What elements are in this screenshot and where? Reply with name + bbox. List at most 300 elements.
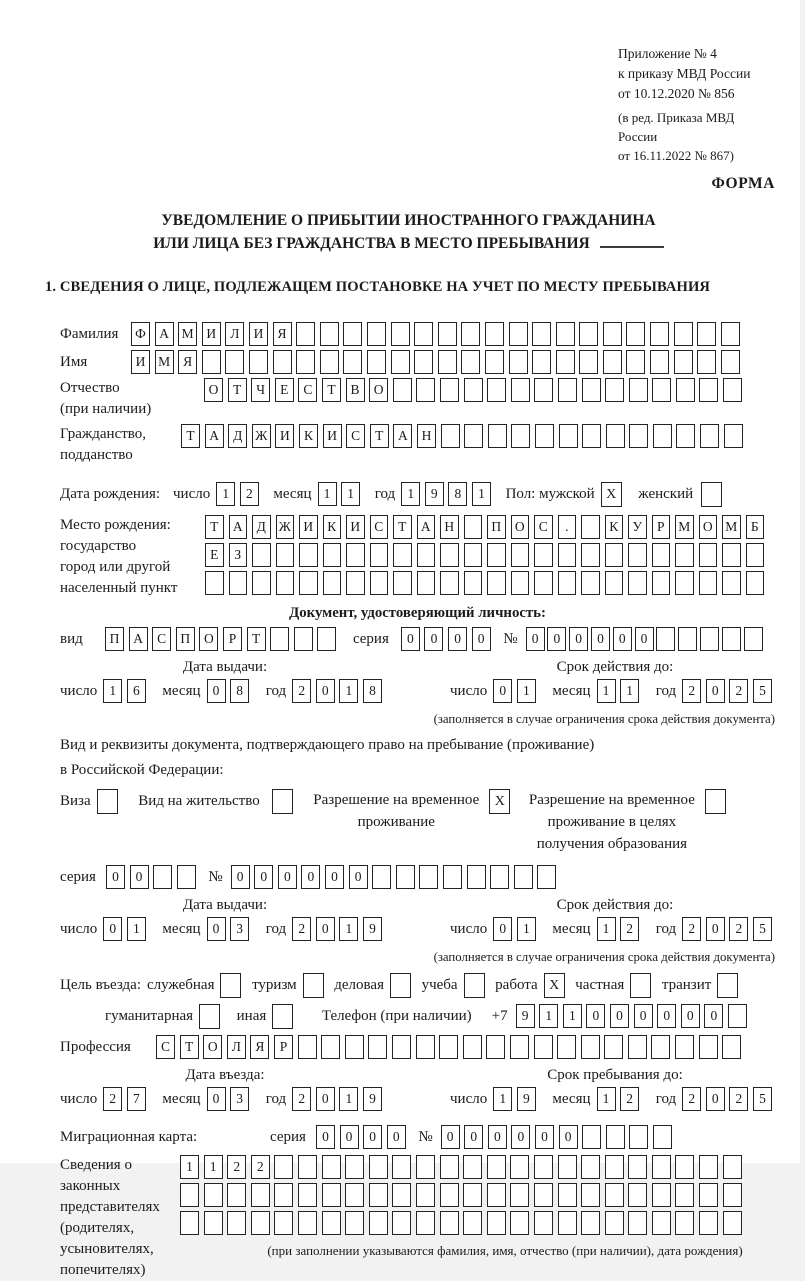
char-cell[interactable] [744,627,763,651]
char-cell[interactable] [438,322,457,346]
char-cell[interactable] [296,350,315,374]
char-cell[interactable]: С [370,515,389,539]
char-cell[interactable]: О [203,1035,222,1059]
char-cell[interactable]: 2 [729,917,748,941]
char-cell[interactable] [605,1155,624,1179]
char-cell[interactable] [461,322,480,346]
char-cell[interactable] [202,350,221,374]
char-cell[interactable]: Ч [251,378,270,402]
char-cell[interactable]: 0 [706,1087,725,1111]
char-cell[interactable] [180,1183,199,1207]
char-cell[interactable] [579,322,598,346]
char-cell[interactable] [294,627,313,651]
char-cell[interactable] [535,424,554,448]
char-cell[interactable] [699,1155,718,1179]
char-cell[interactable] [252,571,271,595]
migration-number-field[interactable] [441,1125,677,1149]
legal-reps-field-3[interactable] [180,1211,746,1235]
char-cell[interactable] [717,973,738,998]
char-cell[interactable]: 0 [103,917,122,941]
char-cell[interactable]: И [323,424,342,448]
char-cell[interactable] [652,543,671,567]
char-cell[interactable] [464,424,483,448]
char-cell[interactable]: Я [178,350,197,374]
char-cell[interactable] [299,543,318,567]
char-cell[interactable]: И [275,424,294,448]
char-cell[interactable] [441,424,460,448]
char-cell[interactable] [701,482,722,507]
char-cell[interactable]: 0 [349,865,368,889]
char-cell[interactable] [721,322,740,346]
char-cell[interactable] [723,1155,742,1179]
char-cell[interactable] [485,322,504,346]
legal-reps-field-1[interactable] [180,1155,746,1179]
doc-issue-year-field[interactable] [292,679,386,703]
char-cell[interactable] [298,1183,317,1207]
char-cell[interactable] [392,1211,411,1235]
char-cell[interactable] [276,543,295,567]
purpose-study-checkbox[interactable] [464,973,490,998]
purpose-transit-checkbox[interactable] [717,973,743,998]
char-cell[interactable]: 0 [493,679,512,703]
char-cell[interactable] [557,1035,576,1059]
char-cell[interactable] [699,543,718,567]
char-cell[interactable] [605,378,624,402]
char-cell[interactable] [488,424,507,448]
char-cell[interactable] [440,571,459,595]
char-cell[interactable]: 1 [597,917,616,941]
purpose-work-checkbox[interactable] [544,973,570,998]
char-cell[interactable] [510,1183,529,1207]
char-cell[interactable]: X [601,482,622,507]
char-cell[interactable]: 0 [569,627,588,651]
char-cell[interactable] [510,1155,529,1179]
char-cell[interactable] [556,322,575,346]
char-cell[interactable] [579,350,598,374]
char-cell[interactable] [558,378,577,402]
char-cell[interactable] [604,1035,623,1059]
patronymic-field[interactable] [204,378,747,402]
char-cell[interactable] [323,571,342,595]
char-cell[interactable]: О [369,378,388,402]
sex-male-checkbox[interactable] [601,482,627,507]
char-cell[interactable]: Т [393,515,412,539]
char-cell[interactable] [626,350,645,374]
char-cell[interactable]: С [346,424,365,448]
char-cell[interactable] [322,1211,341,1235]
char-cell[interactable]: 2 [103,1087,122,1111]
char-cell[interactable]: 3 [230,917,249,941]
char-cell[interactable] [656,627,675,651]
char-cell[interactable]: П [487,515,506,539]
char-cell[interactable] [675,571,694,595]
char-cell[interactable]: Т [205,515,224,539]
char-cell[interactable]: С [156,1035,175,1059]
char-cell[interactable] [722,1035,741,1059]
char-cell[interactable] [509,350,528,374]
char-cell[interactable]: 2 [729,679,748,703]
char-cell[interactable] [320,322,339,346]
char-cell[interactable] [581,1155,600,1179]
char-cell[interactable] [227,1211,246,1235]
char-cell[interactable] [393,571,412,595]
char-cell[interactable]: 2 [240,482,259,506]
char-cell[interactable] [416,1155,435,1179]
char-cell[interactable] [700,424,719,448]
purpose-private-checkbox[interactable] [630,973,656,998]
char-cell[interactable]: П [176,627,195,651]
char-cell[interactable] [605,543,624,567]
char-cell[interactable]: 2 [292,679,311,703]
char-cell[interactable] [225,350,244,374]
permit-valid-year-field[interactable] [682,917,776,941]
char-cell[interactable] [322,1183,341,1207]
char-cell[interactable] [510,1211,529,1235]
char-cell[interactable]: П [105,627,124,651]
char-cell[interactable] [463,1035,482,1059]
char-cell[interactable] [558,571,577,595]
char-cell[interactable]: 0 [316,679,335,703]
char-cell[interactable] [700,627,719,651]
birth-year-field[interactable] [401,482,495,506]
char-cell[interactable] [675,1211,694,1235]
char-cell[interactable]: С [152,627,171,651]
char-cell[interactable] [678,627,697,651]
char-cell[interactable] [721,350,740,374]
char-cell[interactable] [392,1183,411,1207]
char-cell[interactable]: 9 [363,1087,382,1111]
char-cell[interactable] [464,378,483,402]
doc-valid-year-field[interactable] [682,679,776,703]
permit-issue-day-field[interactable] [103,917,150,941]
char-cell[interactable] [582,378,601,402]
char-cell[interactable] [392,1035,411,1059]
char-cell[interactable] [722,543,741,567]
profession-field[interactable] [156,1035,746,1059]
char-cell[interactable]: 0 [493,917,512,941]
char-cell[interactable] [724,424,743,448]
char-cell[interactable]: 0 [207,679,226,703]
char-cell[interactable] [722,627,741,651]
char-cell[interactable] [582,424,601,448]
char-cell[interactable] [509,322,528,346]
char-cell[interactable] [368,1035,387,1059]
visa-checkbox[interactable] [97,789,123,814]
char-cell[interactable] [628,1035,647,1059]
char-cell[interactable] [298,1155,317,1179]
char-cell[interactable] [728,1004,747,1028]
char-cell[interactable] [303,973,324,998]
char-cell[interactable] [603,322,622,346]
char-cell[interactable] [419,865,438,889]
char-cell[interactable] [675,543,694,567]
char-cell[interactable]: 8 [448,482,467,506]
char-cell[interactable]: А [129,627,148,651]
char-cell[interactable] [177,865,196,889]
char-cell[interactable] [274,1155,293,1179]
entry-month-field[interactable] [207,1087,254,1111]
char-cell[interactable]: 0 [316,1125,335,1149]
char-cell[interactable]: 1 [127,917,146,941]
char-cell[interactable] [697,322,716,346]
char-cell[interactable] [249,350,268,374]
char-cell[interactable] [345,1035,364,1059]
char-cell[interactable]: Т [322,378,341,402]
citizenship-field[interactable] [181,424,747,448]
char-cell[interactable]: 1 [597,1087,616,1111]
char-cell[interactable]: Н [440,515,459,539]
char-cell[interactable] [343,322,362,346]
char-cell[interactable] [463,1183,482,1207]
char-cell[interactable]: С [534,515,553,539]
char-cell[interactable] [676,424,695,448]
purpose-other-checkbox[interactable] [272,1004,298,1029]
char-cell[interactable] [628,1155,647,1179]
char-cell[interactable]: 2 [292,1087,311,1111]
char-cell[interactable] [417,543,436,567]
char-cell[interactable] [272,789,293,814]
char-cell[interactable]: 0 [464,1125,483,1149]
char-cell[interactable] [270,627,289,651]
char-cell[interactable] [605,1211,624,1235]
char-cell[interactable]: 0 [441,1125,460,1149]
char-cell[interactable] [652,1155,671,1179]
char-cell[interactable] [372,865,391,889]
char-cell[interactable] [416,1211,435,1235]
char-cell[interactable] [485,350,504,374]
char-cell[interactable] [652,1183,671,1207]
char-cell[interactable] [439,1035,458,1059]
char-cell[interactable] [440,1183,459,1207]
char-cell[interactable] [558,543,577,567]
char-cell[interactable]: 1 [620,679,639,703]
char-cell[interactable] [628,1183,647,1207]
char-cell[interactable] [697,350,716,374]
char-cell[interactable]: 7 [127,1087,146,1111]
char-cell[interactable] [651,1035,670,1059]
char-cell[interactable] [650,350,669,374]
char-cell[interactable] [556,350,575,374]
char-cell[interactable] [204,1183,223,1207]
char-cell[interactable]: И [249,322,268,346]
char-cell[interactable] [699,571,718,595]
char-cell[interactable] [272,1004,293,1029]
char-cell[interactable] [487,571,506,595]
char-cell[interactable]: Т [370,424,389,448]
char-cell[interactable]: Т [228,378,247,402]
char-cell[interactable]: Т [247,627,266,651]
char-cell[interactable] [652,571,671,595]
char-cell[interactable] [296,322,315,346]
purpose-tourism-checkbox[interactable] [303,973,329,998]
char-cell[interactable] [558,1155,577,1179]
given-name-field[interactable] [131,350,744,374]
entry-year-field[interactable] [292,1087,386,1111]
char-cell[interactable]: 2 [682,679,701,703]
char-cell[interactable]: Ф [131,322,150,346]
char-cell[interactable] [252,543,271,567]
permit-issue-year-field[interactable] [292,917,386,941]
char-cell[interactable]: 8 [230,679,249,703]
char-cell[interactable] [463,1211,482,1235]
char-cell[interactable]: 1 [180,1155,199,1179]
char-cell[interactable] [369,1211,388,1235]
char-cell[interactable] [367,322,386,346]
char-cell[interactable] [323,543,342,567]
char-cell[interactable] [180,1211,199,1235]
char-cell[interactable]: 9 [425,482,444,506]
char-cell[interactable]: М [722,515,741,539]
char-cell[interactable] [511,378,530,402]
char-cell[interactable] [440,1155,459,1179]
char-cell[interactable]: 9 [516,1004,535,1028]
migration-series-field[interactable] [316,1125,410,1149]
char-cell[interactable] [345,1183,364,1207]
permit-series-field[interactable] [106,865,200,889]
char-cell[interactable] [390,973,411,998]
char-cell[interactable]: 0 [130,865,149,889]
char-cell[interactable] [345,1155,364,1179]
char-cell[interactable]: 9 [363,917,382,941]
char-cell[interactable]: А [205,424,224,448]
char-cell[interactable]: И [202,322,221,346]
char-cell[interactable]: 0 [278,865,297,889]
char-cell[interactable] [628,571,647,595]
char-cell[interactable] [652,1211,671,1235]
char-cell[interactable] [487,1211,506,1235]
char-cell[interactable]: Т [180,1035,199,1059]
char-cell[interactable]: А [155,322,174,346]
char-cell[interactable] [534,378,553,402]
surname-field[interactable] [131,322,744,346]
char-cell[interactable] [370,543,389,567]
char-cell[interactable] [396,865,415,889]
char-cell[interactable] [629,378,648,402]
char-cell[interactable]: 1 [472,482,491,506]
char-cell[interactable]: 0 [401,627,420,651]
doc-issue-month-field[interactable] [207,679,254,703]
birth-place-field-2[interactable] [205,543,769,567]
purpose-business-checkbox[interactable] [390,973,416,998]
char-cell[interactable] [440,1211,459,1235]
char-cell[interactable]: 0 [634,1004,653,1028]
temp-residence-edu-checkbox[interactable] [705,789,731,814]
entry-day-field[interactable] [103,1087,150,1111]
birth-place-field-3[interactable] [205,571,769,595]
char-cell[interactable] [534,1183,553,1207]
char-cell[interactable] [537,865,556,889]
char-cell[interactable] [391,350,410,374]
char-cell[interactable] [675,1183,694,1207]
char-cell[interactable]: Р [652,515,671,539]
char-cell[interactable] [273,350,292,374]
char-cell[interactable] [534,543,553,567]
char-cell[interactable] [581,1035,600,1059]
char-cell[interactable] [298,1211,317,1235]
char-cell[interactable]: Ж [276,515,295,539]
char-cell[interactable] [723,1183,742,1207]
char-cell[interactable] [675,1035,694,1059]
doc-issue-day-field[interactable] [103,679,150,703]
temp-residence-checkbox[interactable] [489,789,515,814]
char-cell[interactable]: 1 [103,679,122,703]
char-cell[interactable]: 0 [207,1087,226,1111]
char-cell[interactable]: 1 [216,482,235,506]
char-cell[interactable] [322,1155,341,1179]
char-cell[interactable] [603,350,622,374]
char-cell[interactable] [317,627,336,651]
doc-number-field[interactable] [526,627,766,651]
char-cell[interactable]: Т [181,424,200,448]
char-cell[interactable]: 0 [657,1004,676,1028]
char-cell[interactable]: 1 [517,917,536,941]
char-cell[interactable] [511,424,530,448]
char-cell[interactable] [464,571,483,595]
char-cell[interactable] [251,1211,270,1235]
char-cell[interactable] [581,543,600,567]
char-cell[interactable]: С [298,378,317,402]
char-cell[interactable] [605,1183,624,1207]
char-cell[interactable] [298,1035,317,1059]
char-cell[interactable] [629,424,648,448]
char-cell[interactable]: 1 [339,1087,358,1111]
char-cell[interactable]: К [323,515,342,539]
char-cell[interactable] [461,350,480,374]
char-cell[interactable] [440,543,459,567]
char-cell[interactable] [346,571,365,595]
permit-number-field[interactable] [231,865,561,889]
char-cell[interactable] [628,1211,647,1235]
char-cell[interactable] [345,1211,364,1235]
char-cell[interactable]: Е [275,378,294,402]
char-cell[interactable]: О [511,515,530,539]
char-cell[interactable] [626,322,645,346]
char-cell[interactable]: Я [273,322,292,346]
char-cell[interactable]: 8 [363,679,382,703]
sex-female-checkbox[interactable] [701,482,727,507]
char-cell[interactable] [486,1035,505,1059]
char-cell[interactable] [369,1183,388,1207]
char-cell[interactable] [581,515,600,539]
char-cell[interactable]: 0 [387,1125,406,1149]
char-cell[interactable]: 0 [231,865,250,889]
char-cell[interactable]: 1 [493,1087,512,1111]
char-cell[interactable] [582,1125,601,1149]
char-cell[interactable]: 2 [251,1155,270,1179]
char-cell[interactable]: 0 [325,865,344,889]
char-cell[interactable] [629,1125,648,1149]
char-cell[interactable]: X [544,973,565,998]
char-cell[interactable] [514,865,533,889]
doc-series-field[interactable] [401,627,495,651]
char-cell[interactable] [628,543,647,567]
stay-day-field[interactable] [493,1087,540,1111]
char-cell[interactable]: 0 [363,1125,382,1149]
purpose-official-checkbox[interactable] [220,973,246,998]
char-cell[interactable]: 0 [207,917,226,941]
char-cell[interactable] [414,350,433,374]
doc-kind-field[interactable] [105,627,341,651]
char-cell[interactable]: 1 [339,679,358,703]
char-cell[interactable]: З [229,543,248,567]
residence-permit-checkbox[interactable] [272,789,298,814]
char-cell[interactable] [653,424,672,448]
permit-valid-day-field[interactable] [493,917,540,941]
char-cell[interactable]: 0 [488,1125,507,1149]
char-cell[interactable]: Б [746,515,765,539]
char-cell[interactable] [464,973,485,998]
char-cell[interactable] [490,865,509,889]
